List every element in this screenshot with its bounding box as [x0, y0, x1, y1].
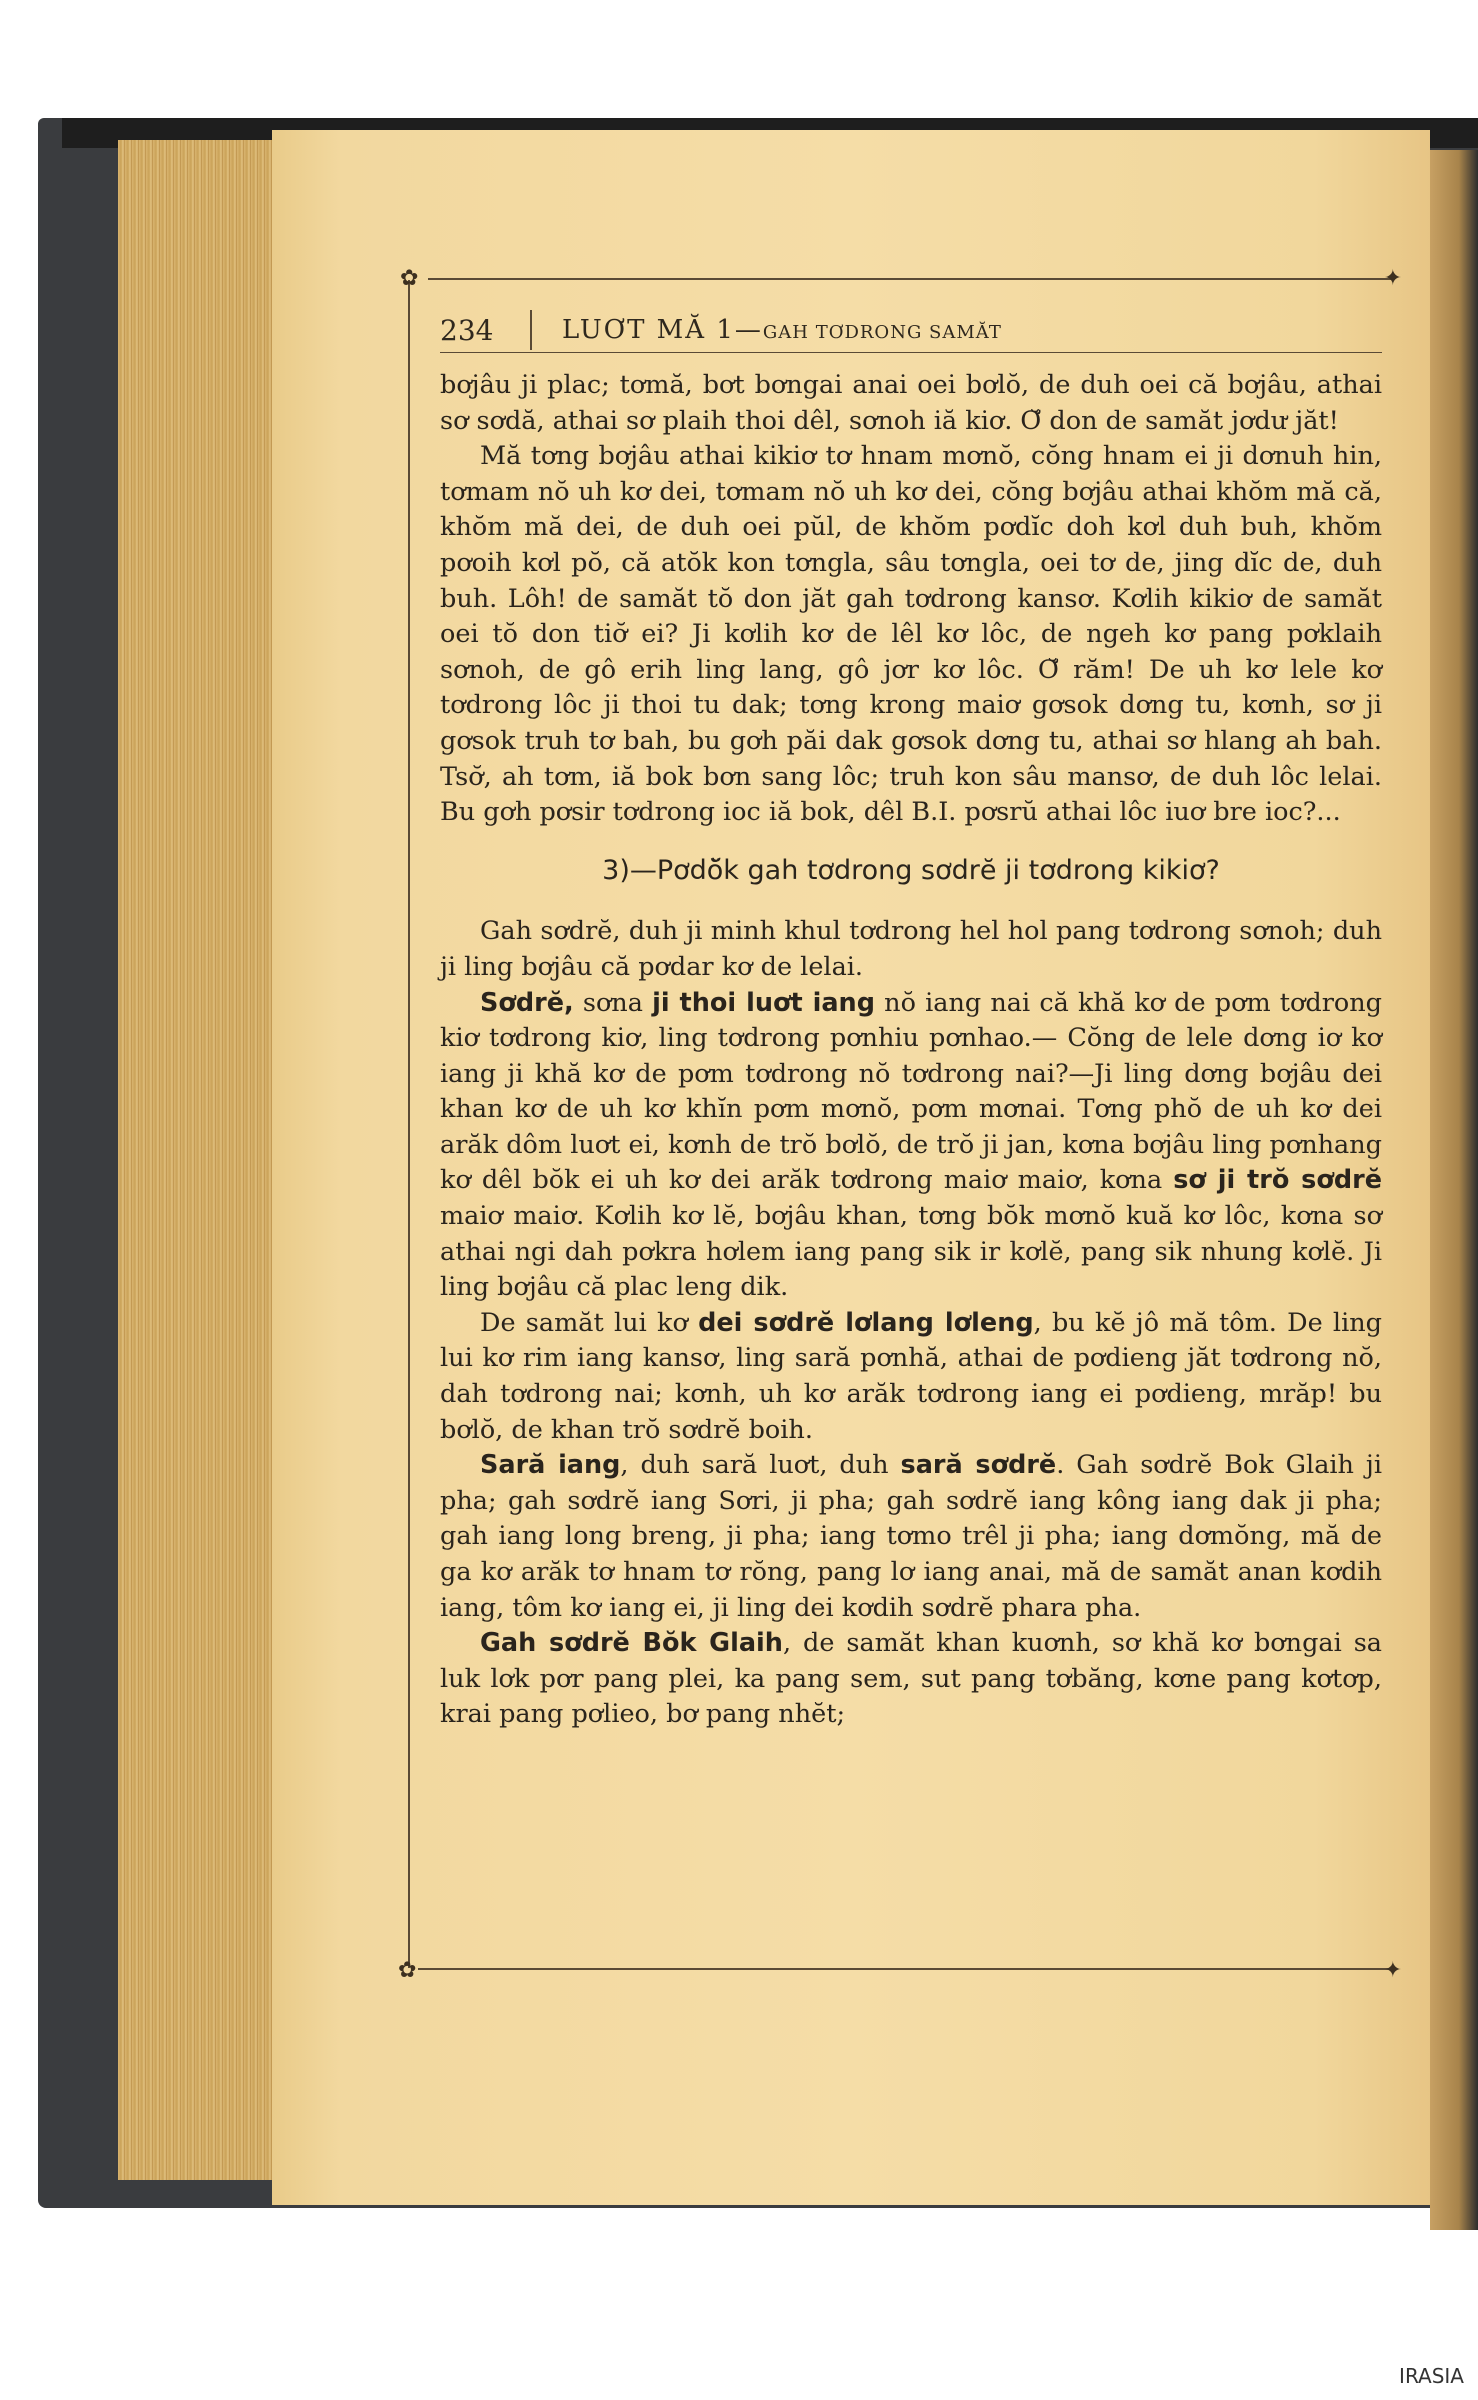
- watermark: IRASIA: [1399, 2364, 1464, 2388]
- text-run: De samăt lui kơ: [480, 1307, 699, 1338]
- text-run: nŏ iang nai că khă kơ de pơm tơdrong kiơ tơdrong kiơ, ling tơdrong pơnhiu pơnhao.— Cŏng de lele dơng iơ kơ iang ji khă kơ de pơm tơdrong nŏ tơdrong nai?—Ji ling dơng bơjâu dei khan kơ de uh kơ khĭn pơm mơnŏ, pơm mơnai. Tơng phŏ de uh kơ dei arăk dôm luơt ei, kơnh de trŏ bơlŏ, de trŏ ji jan, kơna bơjâu ling pơnhang kơ dêl bŏk ei uh kơ dei arăk tơdrong maiơ maiơ, kơna: [440, 987, 1382, 1196]
- bold-term: sară sơdrĕ: [900, 1450, 1057, 1481]
- paragraph: bơjâu ji plac; tơmă, bơt bơngai anai oei bơlŏ, de duh oei că bơjâu, athai sơ sơdă, athai sơ plaih thoi dêl, sơnoh iă kiơ. Ơ̆ don de samăt jơdư jăt!: [440, 370, 1382, 436]
- running-title: [562, 315, 1002, 345]
- ornament-icon: ✦: [1383, 266, 1402, 291]
- bold-term: sơ ji trŏ sơdrĕ: [1173, 1165, 1382, 1196]
- bold-term: Sară iang: [480, 1450, 621, 1481]
- page-number: 234: [440, 313, 494, 347]
- text-run: maiơ maiơ. Kơlih kơ lĕ, bơjâu khan, tơng bŏk mơnŏ kuă kơ lôc, kơna sơ athai ngi dah pơkra hơlem iang pang sik ir kơlĕ, pang sik nhung kơlĕ. Ji ling bơjâu că plac leng dik.: [440, 1201, 1382, 1303]
- text-run: , duh sară luơt, duh: [620, 1450, 901, 1481]
- paragraph: [440, 1306, 1382, 1448]
- paragraph: [440, 986, 1382, 1306]
- page-frame: [398, 266, 1402, 1983]
- bold-term: ji thoi luơt iang: [652, 987, 875, 1018]
- header-divider: [530, 310, 532, 350]
- ornament-icon: ✿: [398, 1958, 417, 1983]
- text-run: . Gah sơdrĕ Bok Glaih ji pha; gah sơdrĕ iang Sơri, ji pha; gah sơdrĕ iang kông iang dak ji pha; gah iang long breng, ji pha; iang tơmo trêl ji pha; iang dơmŏng, mă de ga kơ arăk tơ hnam tơ rŏng, pang lơ iang anai, mă de samăt anan kơdih iang, tôm kơ iang ei, ji ling dei kơdih sơdrĕ phara pha.: [440, 1450, 1382, 1623]
- bold-term: dei sơdrĕ lơlang lơleng: [698, 1307, 1034, 1338]
- left-rule: [408, 280, 410, 1968]
- text-run: sơna: [573, 987, 653, 1018]
- page-edges: [118, 140, 280, 2180]
- paragraph: Gah sơdrĕ, duh ji minh khul tơdrong hel hol pang tơdrong sơnoh; duh ji ling bơjâu că pơdar kơ de lelai.: [440, 916, 1382, 982]
- bold-term: Gah sơdrĕ Bŏk Glaih: [480, 1628, 783, 1659]
- bottom-rule: [418, 1968, 1392, 1970]
- running-header: [440, 308, 1382, 353]
- running-title-sub: GAH TƠDRONG SAMĂT: [762, 322, 1002, 343]
- ornament-icon: ✦: [1383, 1958, 1402, 1983]
- page-body: [440, 368, 1382, 1733]
- running-title-main: LUƠT MĂ 1—: [562, 315, 763, 345]
- top-rule: [428, 278, 1392, 280]
- text-run: , de samăt khan kuơnh, sơ khă kơ bơngai sa luk lơk pơr pang plei, ka pang sem, sut pang tơbăng, kơne pang kơtơp, krai pang pơlieo, bơ pang nhĕt;: [440, 1628, 1383, 1730]
- paragraph: [440, 1448, 1382, 1626]
- section-heading: 3)—Pơdŏ̆k gah tơdrong sơdrĕ ji tơdrong kikiơ?: [602, 854, 1220, 886]
- text-run: , bu kĕ jô mă tôm. De ling lui kơ rim iang kansơ, ling sară pơnhă, athai de pơdieng jăt tơdrong nŏ, dah tơdrong nai; kơnh, uh kơ arăk tơdrong iang ei pơdieng, mrăp! bu bơlŏ, de khan trŏ sơdrĕ boih.: [440, 1307, 1382, 1445]
- book-right-edge: [1430, 150, 1478, 2230]
- bold-term: Sơdrĕ,: [480, 987, 574, 1018]
- paragraph: [440, 1626, 1382, 1733]
- ornament-icon: ✿: [400, 266, 419, 291]
- paragraph: Mă tơng bơjâu athai kikiơ tơ hnam mơnŏ, cŏng hnam ei ji dơnuh hin, tơmam nŏ uh kơ dei, tơmam nŏ uh kơ dei, cŏng bơjâu athai khŏm mă că, khŏm mă dei, de duh oei pŭl, de khŏm pơdĭc doh kơl duh buh, khŏm pơoih kơl pŏ, că atŏk kon tơngla, sâu tơngla, oei tơ de, jing dĭc de, duh buh. Lôh! de samăt tŏ don jăt gah tơdrong kansơ. Kơlih kikiơ de samăt oei tŏ don tiơ̆ ei? Ji kơlih kơ de lêl kơ lôc, de ngeh kơ pang pơklaih sơnoh, de gô erih ling lang, gô jơr kơ lôc. Ơ̆ răm! De uh kơ lele kơ tơdrong lôc ji thoi tu dak; tơng krong maiơ gơsok dơng tu, kơnh, sơ ji gơsok truh tơ bah, bu gơh păi dak gơsok dơng tu, athai sơ hlang ah bah. Tsơ̆, ah tơm, iă bok bơn sang lôc; truh kon sâu mansơ, de duh lôc lelai. Bu gơh pơsir tơdrong ioc iă bok, dêl B.I. pơsrŭ athai lôc iuơ bre ioc?...: [440, 441, 1382, 828]
